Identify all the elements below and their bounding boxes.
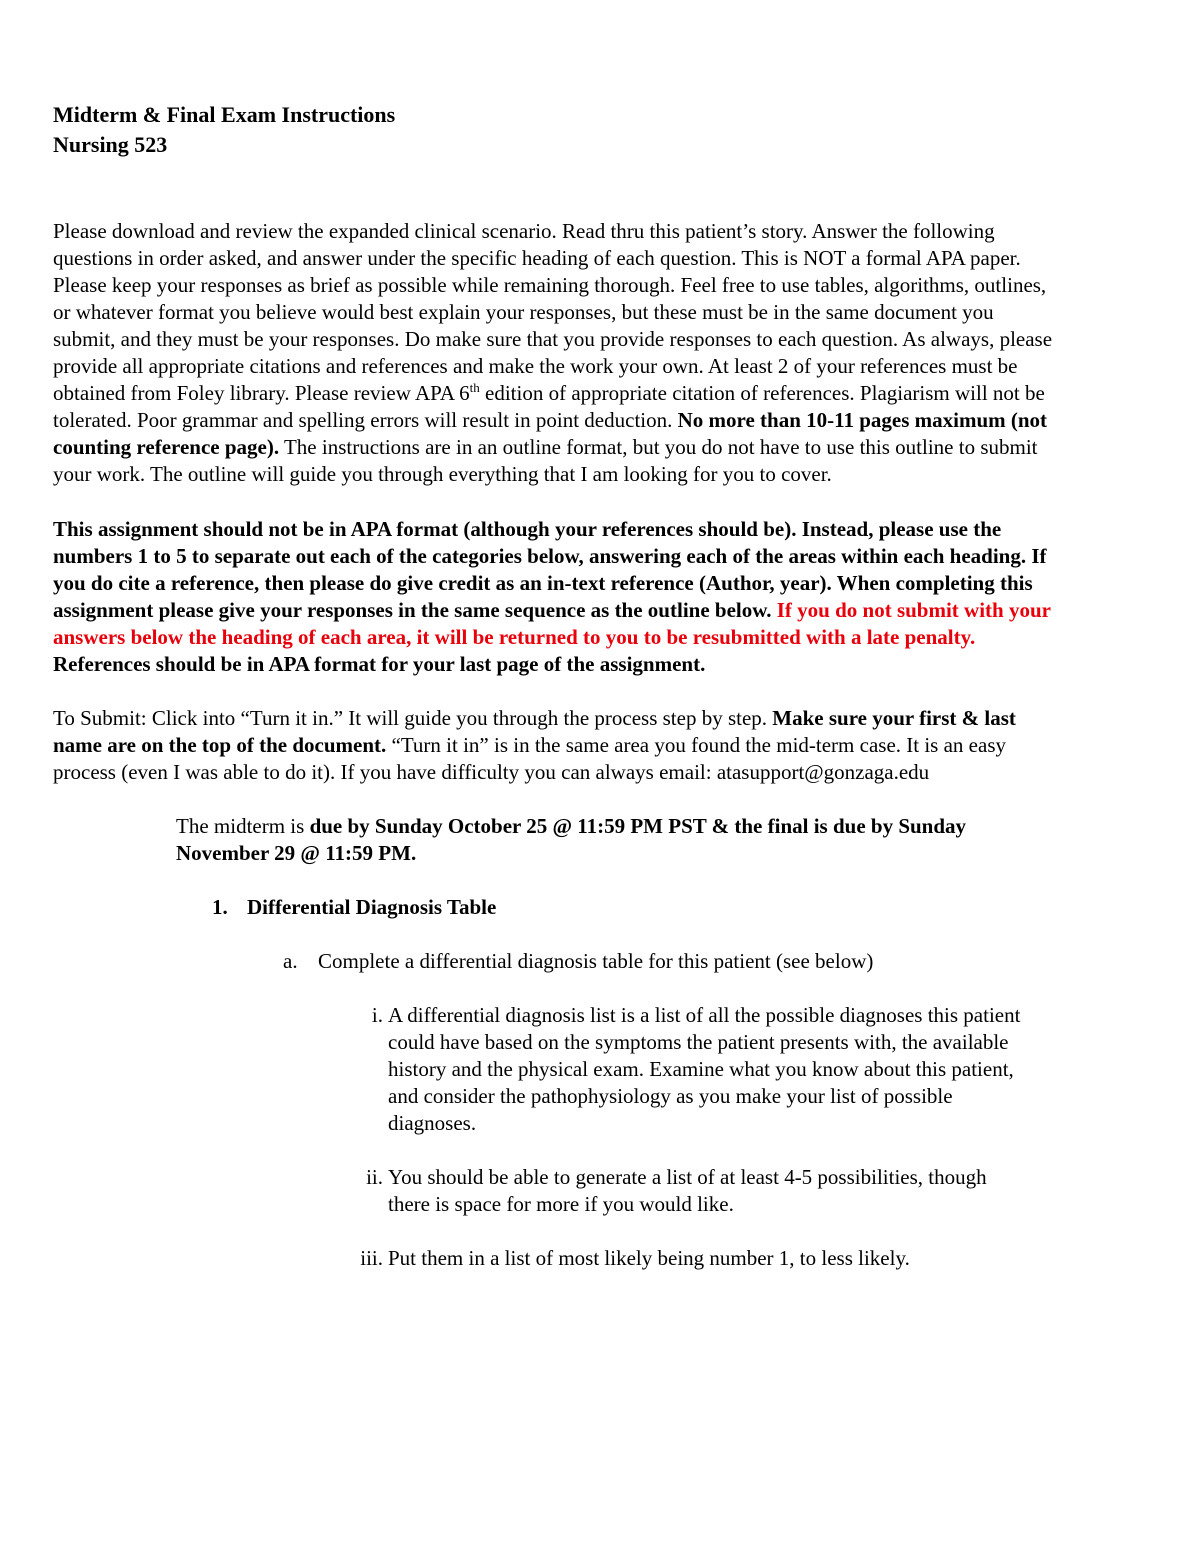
outline-subitem-marker: ii. <box>366 1165 383 1189</box>
outline-subitem-iii <box>53 1245 1053 1272</box>
p1-superscript: th <box>469 380 480 395</box>
p3-text-a: To Submit: Click into “Turn it in.” It will guide you through the process step by step. <box>53 706 773 730</box>
outline-item-1a-marker: a. <box>283 949 298 973</box>
outline-subitem-text: You should be able to generate a list of at least 4-5 possibilities, though there is space for more if you would like. <box>388 1165 987 1216</box>
outline-subitem-marker: iii. <box>360 1246 383 1270</box>
due-date-paragraph <box>176 813 996 867</box>
p2-text-b: References should be in APA format for your last page of the assignment. <box>53 652 706 676</box>
document-page <box>53 100 1053 1272</box>
outline-item-1 <box>212 894 1053 921</box>
outline-subitem-i <box>53 1002 1053 1137</box>
outline-subitem-marker: i. <box>371 1003 383 1027</box>
outline-subitem-text: A differential diagnosis list is a list of all the possible diagnoses this patient could have based on the symptoms the patient presents with, the available history and the physical exam. Examine what you know about this patient, and consider the pathophysiology as you make your list of possible diagnoses. <box>388 1003 1021 1135</box>
name-requirement: Make sure your first & last name are on the top of the document. <box>53 706 1016 757</box>
outline-subitem-ii <box>53 1164 1053 1218</box>
outline-item-1a-text: Complete a differential diagnosis table for this patient (see below) <box>318 949 874 973</box>
p1-text-a: Please download and review the expanded clinical scenario. Read thru this patient’s story. Answer the following questions in order asked, and answer under the specific heading of each question. This is NOT a formal APA paper. Please keep your responses as brief as possible while remaining thorough. Feel free to use tables, algorithms, outlines, or whatever format you believe would best explain your responses, but these must be in the same document you submit, and they must be your responses. Do make sure that you provide responses to each question. As always, please provide all appropriate citations and references and make the work your own. At least 2 of your references must be obtained from Foley library. Please review APA 6 <box>53 219 1053 405</box>
p2-text-a: This assignment should not be in APA format (although your references should be). Instead, please use the numbers 1 to 5 to separate out each of the categories below, answering each of the areas within each heading. If you do cite a reference, then please do give credit as an in-text reference (Author, year). When completing this assignment please give your responses in the same sequence as the outline below. <box>53 517 1047 622</box>
outline-item-1-label: Differential Diagnosis Table <box>247 895 497 919</box>
outline-item-1-marker: 1. <box>212 895 228 919</box>
doc-title: Midterm & Final Exam Instructions <box>53 102 396 127</box>
late-penalty-warning: If you do not submit with your answers below the heading of each area, it will be returned to you to be resubmitted with a late penalty. <box>53 598 1051 649</box>
outline-subitem-text: Put them in a list of most likely being number 1, to less likely. <box>388 1246 910 1270</box>
due-dates: due by Sunday October 25 @ 11:59 PM PST & the final is due by Sunday November 29 @ 11:59 PM. <box>176 814 967 865</box>
page-limit-note: No more than 10-11 pages maximum (not counting reference page). <box>53 408 1048 459</box>
course-title: Nursing 523 <box>53 132 168 157</box>
p1-text-b: edition of appropriate citation of references. Plagiarism will not be tolerated. Poor grammar and spelling errors will result in point deduction. <box>53 381 1045 432</box>
p3-text-b: “Turn it in” is in the same area you found the mid-term case. It is an easy process (even I was able to do it). If you have difficulty you can always email: atasupport@gonzaga.edu <box>53 733 1006 784</box>
submit-paragraph <box>53 705 1053 786</box>
due-text-a: The midterm is <box>176 814 310 838</box>
p1-text-c: The instructions are in an outline format, but you do not have to use this outline to submit your work. The outline will guide you through everything that I am looking for you to cover. <box>53 435 1038 486</box>
format-paragraph <box>53 516 1053 678</box>
instructions-paragraph <box>53 218 1053 488</box>
outline-item-1a <box>283 948 1053 975</box>
